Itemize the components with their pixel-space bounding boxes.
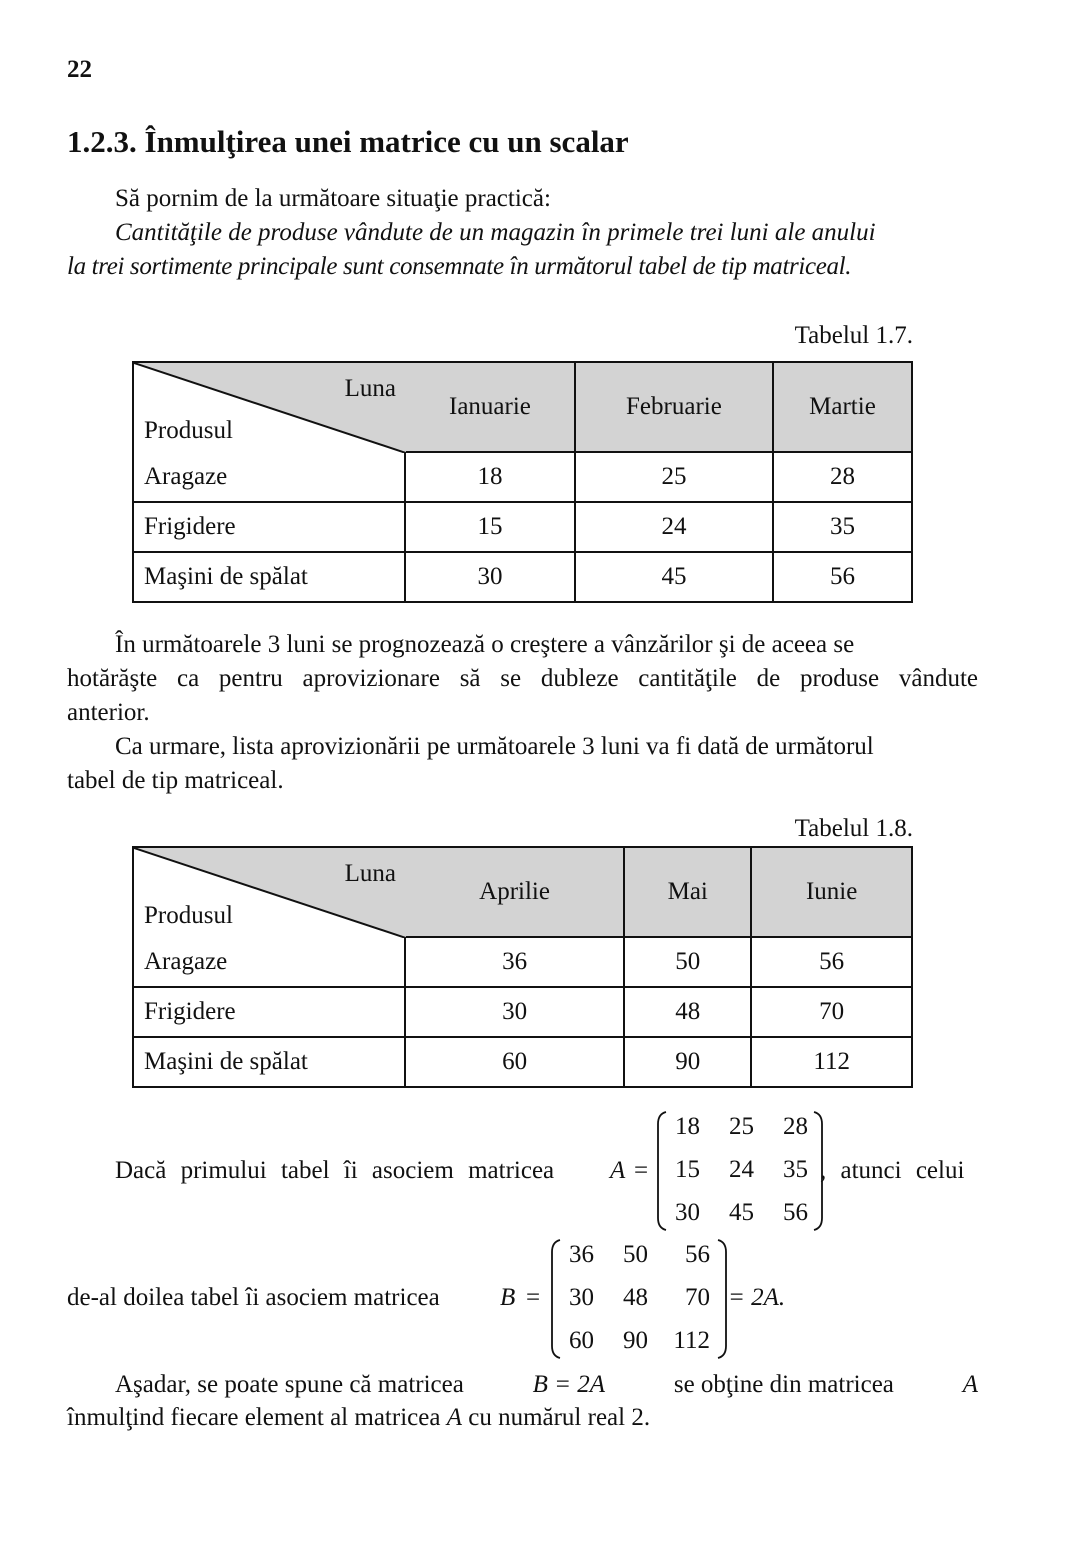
matrix-a-lead-text: Dacă primului tabel îi asociem matricea [115, 1157, 555, 1184]
matrix-b-trailing-text: = 2A. [728, 1284, 786, 1311]
row-label: Maşini de spălat [133, 1037, 405, 1087]
matrix-a-cell: 28 [783, 1113, 808, 1140]
problem-line-1 [67, 216, 978, 250]
row-label: Frigidere [133, 502, 405, 552]
matrix-b-cell: 30 [569, 1284, 594, 1311]
table-cell: 24 [575, 502, 773, 552]
matrix-b-cell: 50 [623, 1241, 648, 1268]
table-1-8 [132, 846, 913, 1088]
conclusion-text-b: se obţine din matricea [673, 1371, 894, 1398]
corner-label-luna: Luna [344, 860, 396, 887]
table-cell: 15 [405, 502, 575, 552]
matrix-a [656, 1110, 826, 1232]
table-1-7 [132, 361, 913, 603]
matrix-b-cell: 56 [685, 1241, 710, 1268]
matrix-a-cell: 45 [729, 1199, 754, 1226]
conclusion-line-1 [115, 1371, 978, 1399]
table-cell: 48 [624, 987, 751, 1037]
corner-label-produsul: Produsul [144, 902, 233, 929]
table-cell: 18 [405, 452, 575, 502]
table-cell: 30 [405, 552, 575, 602]
column-header: Februarie [575, 362, 773, 452]
page-number: 22 [67, 56, 92, 83]
column-header: Iunie [751, 847, 912, 937]
matrix-a-cell: 30 [675, 1199, 700, 1226]
conclusion-text-a: Aşadar, se poate spune că matricea [115, 1371, 464, 1398]
table1-caption: Tabelul 1.7. [794, 322, 913, 349]
table-row [133, 987, 912, 1037]
conclusion-line-2 [67, 1404, 650, 1432]
problem-line-2: la trei sortimente principale sunt consemnate în următorul tabel de tip matriceal. [67, 253, 852, 280]
row-label: Aragaze [133, 937, 405, 987]
conclusion-formula: B = 2A [532, 1371, 606, 1398]
table-header-row [133, 362, 912, 452]
conclusion-matrix-a-2: A [446, 1404, 462, 1431]
table-cell: 36 [405, 937, 624, 987]
matrix-b-cell: 48 [623, 1284, 648, 1311]
row-label: Maşini de spălat [133, 552, 405, 602]
table-row [133, 937, 912, 987]
matrix-a-name: A [610, 1157, 626, 1184]
para2-line-2: hotărăşte ca pentru aprovizionare să se dubleze cantităţile de produse vândute [67, 665, 978, 692]
table-cell: 45 [575, 552, 773, 602]
conclusion-text-d: cu numărul real 2. [468, 1404, 651, 1431]
table-corner-cell [133, 847, 405, 937]
intro-text: Să pornim de la următoare situaţie practică: [115, 185, 551, 212]
problem-text-1: Cantităţile de produse vândute de un magazin în primele trei luni ale anului [115, 219, 876, 246]
section-title: 1.2.3. Înmulţirea unei matrice cu un scalar [67, 124, 629, 159]
matrix-a-cell: 18 [675, 1113, 700, 1140]
matrix-a-cell: 56 [783, 1199, 808, 1226]
intro-paragraph [67, 182, 978, 216]
para3-line-1 [67, 730, 978, 764]
column-header: Ianuarie [405, 362, 575, 452]
table-row [133, 502, 912, 552]
matrix-b-name: B [500, 1284, 516, 1311]
table-cell: 70 [751, 987, 912, 1037]
matrix-a-equals: = [634, 1157, 649, 1184]
matrix-b-cell: 70 [685, 1284, 710, 1311]
matrix-b-cell: 60 [569, 1327, 594, 1354]
matrix-a-cell: 15 [675, 1156, 700, 1183]
table-row [133, 552, 912, 602]
right-paren [716, 1238, 728, 1360]
matrix-b-lead-text: de-al doilea tabel îi asociem matricea [67, 1284, 440, 1311]
table-row [133, 1037, 912, 1087]
table-cell: 25 [575, 452, 773, 502]
table-cell: 30 [405, 987, 624, 1037]
table-cell: 35 [773, 502, 912, 552]
conclusion-matrix-a: A [962, 1371, 978, 1398]
corner-label-luna: Luna [344, 375, 396, 402]
column-header: Aprilie [405, 847, 624, 937]
matrix-b-cell: 112 [673, 1327, 710, 1354]
para2-line-1 [67, 628, 978, 662]
conclusion-text-c: înmulţind fiecare element al matricea [67, 1404, 441, 1431]
table-header-row [133, 847, 912, 937]
table-corner-cell [133, 362, 405, 452]
matrix-a-cell: 24 [729, 1156, 754, 1183]
table-cell: 28 [773, 452, 912, 502]
corner-label-produsul: Produsul [144, 417, 233, 444]
row-label: Frigidere [133, 987, 405, 1037]
para2-text-1: În următoarele 3 luni se prognozează o creştere a vânzărilor şi de aceea se [115, 631, 855, 658]
column-header: Mai [624, 847, 751, 937]
row-label: Aragaze [133, 452, 405, 502]
table-cell: 112 [751, 1037, 912, 1087]
para3-text-1: Ca urmare, lista aprovizionării pe următoarele 3 luni va fi dată de următorul [115, 733, 874, 760]
matrix-a-cell: 25 [729, 1113, 754, 1140]
matrix-b-cell: 36 [569, 1241, 594, 1268]
matrix-b-equals: = [526, 1284, 541, 1311]
matrix-b [550, 1238, 730, 1360]
table-cell: 60 [405, 1037, 624, 1087]
table-cell: 56 [751, 937, 912, 987]
table2-caption: Tabelul 1.8. [794, 815, 913, 842]
table-cell: 90 [624, 1037, 751, 1087]
matrix-b-cell: 90 [623, 1327, 648, 1354]
matrix-a-trailing-text: , atunci celui [820, 1157, 965, 1184]
table-row [133, 452, 912, 502]
table-cell: 50 [624, 937, 751, 987]
matrix-a-cell: 35 [783, 1156, 808, 1183]
table-cell: 56 [773, 552, 912, 602]
para3-line-2: tabel de tip matriceal. [67, 767, 284, 794]
column-header: Martie [773, 362, 912, 452]
para2-line-3: anterior. [67, 699, 150, 726]
